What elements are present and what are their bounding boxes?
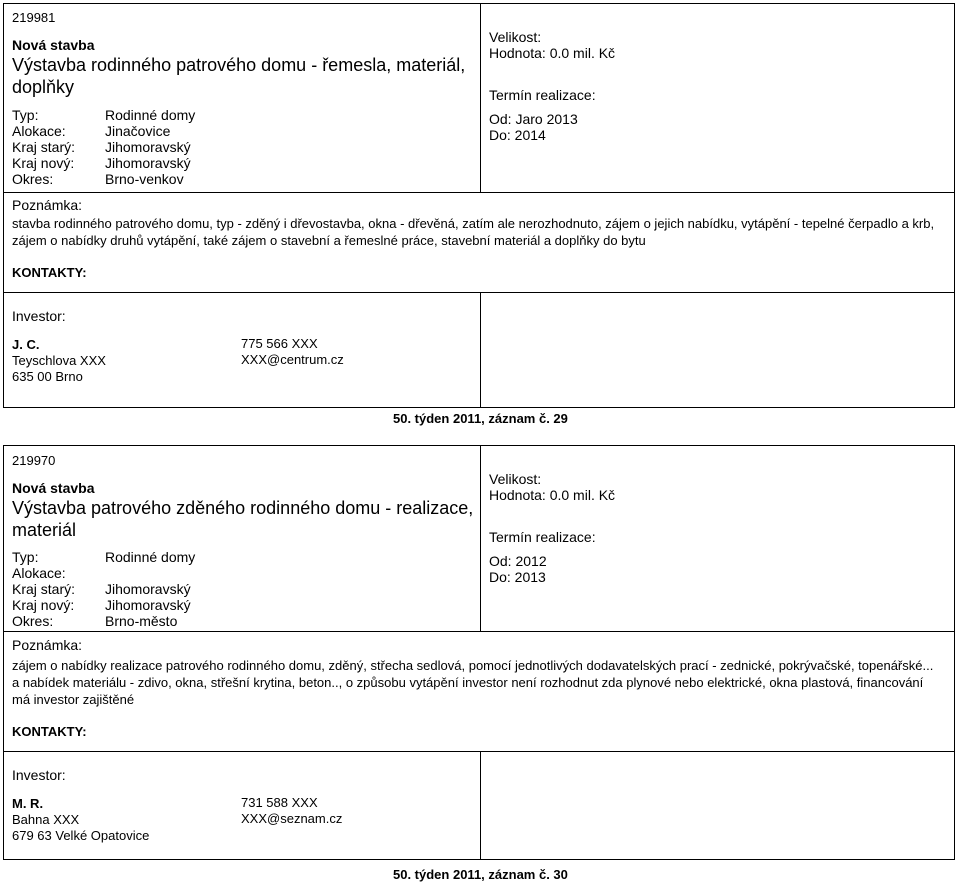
value-okres: Brno-venkov bbox=[105, 171, 184, 187]
label-alokace: Alokace: bbox=[12, 565, 66, 581]
section-divider bbox=[4, 292, 954, 293]
label-kraj-stary: Kraj starý: bbox=[12, 139, 76, 155]
label-velikost: Velikost: bbox=[489, 471, 542, 487]
label-kraj-novy: Kraj nový: bbox=[12, 597, 75, 613]
value-od: Od: 2012 bbox=[489, 553, 547, 569]
label-investor: Investor: bbox=[12, 308, 66, 324]
value-kraj-stary: Jihomoravský bbox=[105, 139, 191, 155]
section-divider bbox=[4, 631, 954, 632]
investor-email: XXX@seznam.cz bbox=[241, 811, 343, 826]
label-okres: Okres: bbox=[12, 171, 54, 187]
value-kraj-novy: Jihomoravský bbox=[105, 155, 191, 171]
column-divider bbox=[480, 446, 481, 631]
label-alokace: Alokace: bbox=[12, 123, 66, 139]
label-okres: Okres: bbox=[12, 613, 54, 629]
record-id: 219970 bbox=[12, 453, 56, 468]
investor-name: M. R. bbox=[12, 796, 44, 811]
value-alokace: Jinačovice bbox=[105, 123, 171, 139]
investor-name: J. C. bbox=[12, 337, 40, 352]
value-do: Do: 2013 bbox=[489, 569, 546, 585]
record-card bbox=[3, 445, 955, 860]
section-divider bbox=[4, 751, 954, 752]
label-investor: Investor: bbox=[12, 767, 66, 783]
investor-street: Bahna XXX bbox=[12, 812, 80, 827]
note-line: stavba rodinného patrového domu, typ - zděný i dřevostavba, okna - dřevěná, zatím ale nerozhodnuto, zájem o jejich nabídku, vytápění - tepelné čerpadlo a krb, bbox=[12, 216, 935, 231]
record-footer: 50. týden 2011, záznam č. 29 bbox=[393, 411, 568, 426]
kontakty-heading: KONTAKTY: bbox=[12, 265, 87, 280]
column-divider bbox=[480, 292, 481, 408]
label-kraj-novy: Kraj nový: bbox=[12, 155, 75, 171]
record-title: Výstavba rodinného patrového domu - řemesla, materiál, doplňky bbox=[12, 55, 466, 97]
value-kraj-stary: Jihomoravský bbox=[105, 581, 191, 597]
column-divider bbox=[480, 4, 481, 192]
value-do: Do: 2014 bbox=[489, 127, 546, 143]
column-divider bbox=[480, 751, 481, 860]
value-hodnota: Hodnota: 0.0 mil. Kč bbox=[489, 45, 616, 61]
value-okres: Brno-město bbox=[105, 613, 178, 629]
label-velikost: Velikost: bbox=[489, 29, 542, 45]
value-typ: Rodinné domy bbox=[105, 549, 196, 565]
section-divider bbox=[4, 192, 954, 193]
investor-street: Teyschlova XXX bbox=[12, 353, 106, 368]
note-line: zájem o nabídky druhů vytápění, také zájem o stavební a řemeslné práce, stavební materiál a doplňky do bytu bbox=[12, 233, 646, 248]
value-od: Od: Jaro 2013 bbox=[489, 111, 578, 127]
label-termin: Termín realizace: bbox=[489, 529, 596, 545]
label-typ: Typ: bbox=[12, 549, 39, 565]
note-line: má investor zajištěné bbox=[12, 692, 135, 707]
record-card bbox=[3, 3, 955, 408]
record-id: 219981 bbox=[12, 10, 56, 25]
label-kraj-stary: Kraj starý: bbox=[12, 581, 76, 597]
investor-city: 635 00 Brno bbox=[12, 369, 83, 384]
record-category: Nová stavba bbox=[12, 37, 95, 53]
note-line: zájem o nabídky realizace patrového rodinného domu, zděný, střecha sedlová, pomocí jednotlivých dodavatelských prací - zednické, pokrývačské, topenářské... bbox=[12, 658, 934, 673]
investor-email: XXX@centrum.cz bbox=[241, 352, 344, 367]
investor-phone: 731 588 XXX bbox=[241, 795, 318, 810]
label-typ: Typ: bbox=[12, 107, 39, 123]
investor-phone: 775 566 XXX bbox=[241, 336, 318, 351]
value-kraj-novy: Jihomoravský bbox=[105, 597, 191, 613]
label-poznamka: Poznámka: bbox=[12, 637, 83, 653]
kontakty-heading: KONTAKTY: bbox=[12, 724, 87, 739]
record-footer: 50. týden 2011, záznam č. 30 bbox=[393, 867, 568, 882]
record-category: Nová stavba bbox=[12, 480, 95, 496]
value-typ: Rodinné domy bbox=[105, 107, 196, 123]
investor-city: 679 63 Velké Opatovice bbox=[12, 828, 150, 843]
label-termin: Termín realizace: bbox=[489, 87, 596, 103]
record-title: Výstavba patrového zděného rodinného domu - realizace, materiál bbox=[12, 498, 474, 540]
note-line: a nabídek materiálu - zdivo, okna, střešní krytina, beton.., o způsobu vytápění investor není rozhodnut zda plynové nebo elektrické, okna plastová, financování bbox=[12, 675, 924, 690]
value-hodnota: Hodnota: 0.0 mil. Kč bbox=[489, 487, 616, 503]
label-poznamka: Poznámka: bbox=[12, 197, 83, 213]
